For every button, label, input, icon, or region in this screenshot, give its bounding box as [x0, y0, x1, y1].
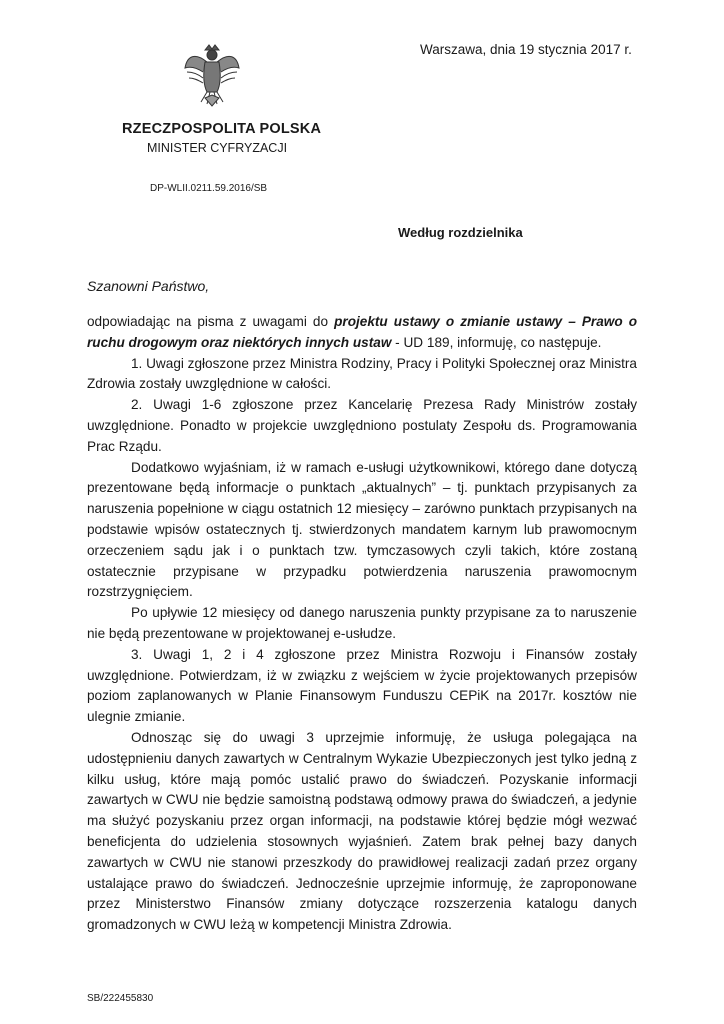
paragraph-3: Dodatkowo wyjaśniam, iż w ramach e-usługi użytkownikowi, którego dane dotyczą prezentowane będą informacje o punktach „aktualnych” – tj. punktach przypisanych za naruszenia popełnione w ciągu ostatnich 12 miesięcy – zarówno punktach przypisanych na podstawie wpisów ostatecznych tj. stwierdzonych mandatem karnym lub prawomocnym orzeczeniem sądu jak i o punktach tzw. tymczasowych czyli takich, które zostaną ostatecznie przypisane w przypadku potwierdzenia naruszenia prawomocnym rozstrzygnięciem. [87, 459, 637, 600]
paragraph-1: 1. Uwagi zgłoszone przez Ministra Rodziny, Pracy i Polityki Społecznej oraz Ministra Zdrowia zostały uwzględnione w całości. [87, 355, 637, 392]
letter-body [87, 312, 637, 936]
footer-code: SB/222455830 [87, 993, 154, 1004]
paragraph-4: Po upływie 12 miesięcy od danego naruszenia punkty przypisane za to naruszenie nie będą prezentowane w projektowanej e-usłudze. [87, 605, 637, 641]
paragraph-intro [87, 312, 637, 354]
salutation: Szanowni Państwo, [87, 278, 210, 294]
reference-number: DP-WLII.0211.59.2016/SB [150, 183, 268, 194]
date-line: Warszawa, dnia 19 stycznia 2017 r. [420, 42, 632, 57]
paragraph-5: 3. Uwagi 1, 2 i 4 zgłoszone przez Ministra Rozwoju i Finansów zostały uwzględnione. Potwierdzam, iż w związku z wejściem w życie projektowanych przepisów poziom zaplanowanych w Planie Finansowym Funduszu CEPiK na 2017r. kosztów nie ulegnie zmianie. [87, 646, 637, 725]
bill-title: projektu ustawy o zmianie ustawy – Prawo o ruchu drogowym oraz niektórych innych ustaw [87, 314, 637, 350]
intro-text: odpowiadając na pisma z uwagami do [87, 314, 335, 329]
country-heading: RZECZPOSPOLITA POLSKA [122, 121, 322, 137]
paragraph-2: 2. Uwagi 1-6 zgłoszone przez Kancelarię Prezesa Rady Ministrów zostały uwzględnione. Ponadto w projekcie uwzględniono postulaty Zespołu ds. Programowania Prac Rządu. [87, 397, 637, 454]
intro-rest: - UD 189, informuję, co następuje. [391, 334, 602, 350]
polish-eagle-emblem-icon [183, 42, 241, 108]
recipient-line: Według rozdzielnika [398, 225, 523, 240]
minister-heading: MINISTER CYFRYZACJI [147, 141, 288, 155]
paragraph-6: Odnosząc się do uwagi 3 uprzejmie informuję, że usługa polegająca na udostępnieniu danych zawartych w Centralnym Wykazie Ubezpieczonych jest tylko jedną z kilku usług, które mają pomóc ustalić prawo do świadczeń. Pozyskanie informacji zawartych w CWU nie będzie samoistną podstawą odmowy prawa do świadczeń, a jedynie ma służyć pozyskaniu przez organ informacji, na podstawie której będzie mógł wezwać beneficjenta do udzielenia stosownych wyjaśnień. Zatem brak pełnej bazy danych zawartych w CWU nie stanowi przeszkody do prawidłowej realizacji zadań przez organy ustalające prawo do świadczeń. Jednocześnie uprzejmie informuję, że zaproponowane przez Ministerstwo Finansów zmiany dotyczące rozszerzenia katalogu danych gromadzonych w CWU leżą w kompetencji Ministra Zdrowia. [87, 729, 637, 933]
